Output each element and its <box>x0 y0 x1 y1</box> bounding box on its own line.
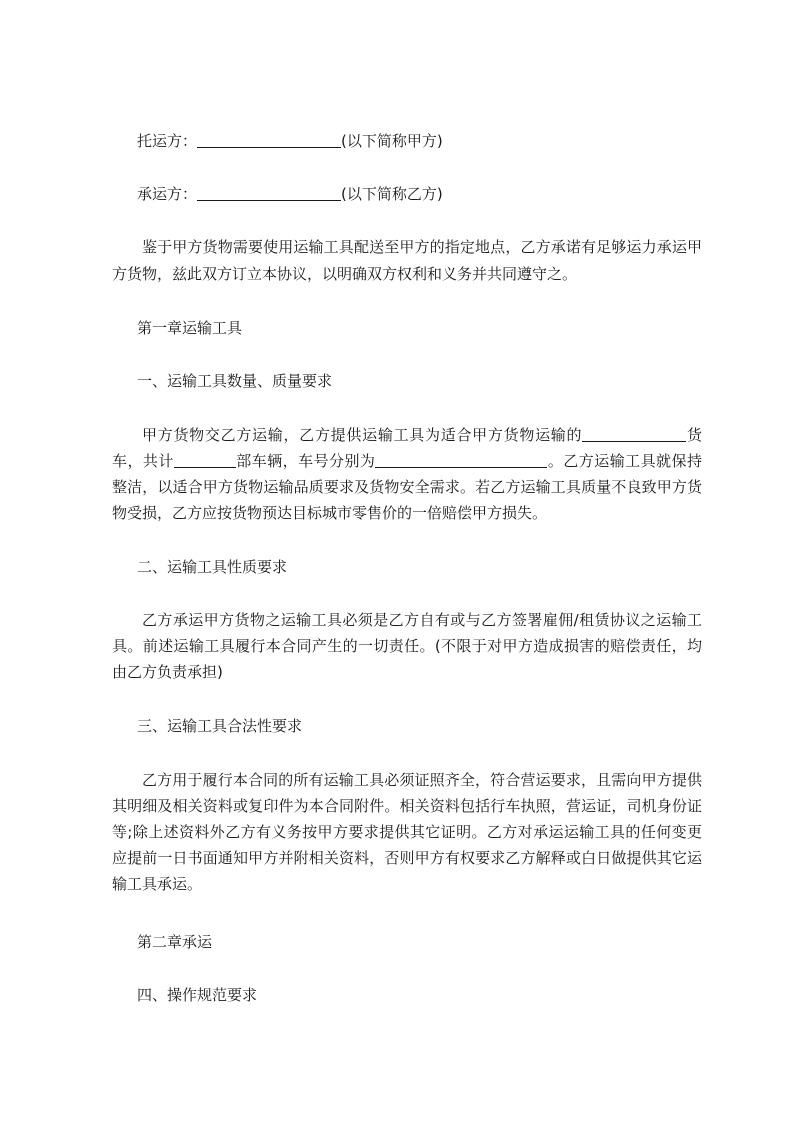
intro-paragraph: 鉴于甲方货物需要使用运输工具配送至甲方的指定地点，乙方承诺有足够运力承运甲方货物，兹此双方订立本协议，以明确双方权利和义务并共同遵守之。 <box>112 238 702 283</box>
carrier-line <box>137 184 443 204</box>
consignor-label: 托运方： <box>137 132 198 150</box>
plate-numbers-blank[interactable] <box>375 452 547 468</box>
section2-paragraph: 乙方承运甲方货物之运输工具必须是乙方自有或与乙方签署雇佣/租赁协议之运输工具。前述运输工具履行本合同产生的一切责任。(不限于对甲方造成损害的赔偿责任，均由乙方负责承担) <box>112 611 702 681</box>
carrier-label: 承运方： <box>137 185 198 203</box>
chapter2-title: 第二章承运 <box>137 933 213 951</box>
section3-paragraph: 乙方用于履行本合同的所有运输工具必须证照齐全，符合营运要求，且需向甲方提供其明细及相关资料或复印件为本合同附件。相关资料包括行车执照，营运证，司机身份证等;除上述资料外乙方有义务按甲方要求提供其它证明。乙方对承运运输工具的任何变更应提前一日书面通知甲方并附相关资料，否则甲方有权要求乙方解释或白日做提供其它运输工具承运。 <box>112 771 702 893</box>
section1-text-d: 。乙方运输工具就保持整洁，以适合甲方货物运输品质要求及货物安全需求。若乙方运输工具质量不良致甲方货物受损，乙方应按货物预达目标城市零售价的一倍赔偿甲方损失。 <box>112 452 702 522</box>
vehicle-type-blank[interactable] <box>582 426 686 442</box>
vehicle-count-blank[interactable] <box>174 452 236 468</box>
consignor-line <box>137 131 443 151</box>
section3-title: 三、运输工具合法性要求 <box>137 717 303 735</box>
section1-title: 一、运输工具数量、质量要求 <box>137 372 333 390</box>
section1-text-b: 货车，共计 <box>112 426 702 470</box>
consignor-note: (以下简称甲方) <box>341 132 443 150</box>
consignor-blank[interactable] <box>197 132 341 148</box>
carrier-note: (以下简称乙方) <box>341 185 443 203</box>
carrier-blank[interactable] <box>197 185 341 201</box>
section1-paragraph <box>112 422 702 526</box>
chapter1-title: 第一章运输工具 <box>137 319 243 337</box>
section1-text-a: 甲方货物交乙方运输，乙方提供运输工具为适合甲方货物运输的 <box>142 426 583 444</box>
section1-text-c: 部车辆，车号分别为 <box>235 452 376 470</box>
section2-title: 二、运输工具性质要求 <box>137 558 288 576</box>
section4-title: 四、操作规范要求 <box>137 986 258 1004</box>
